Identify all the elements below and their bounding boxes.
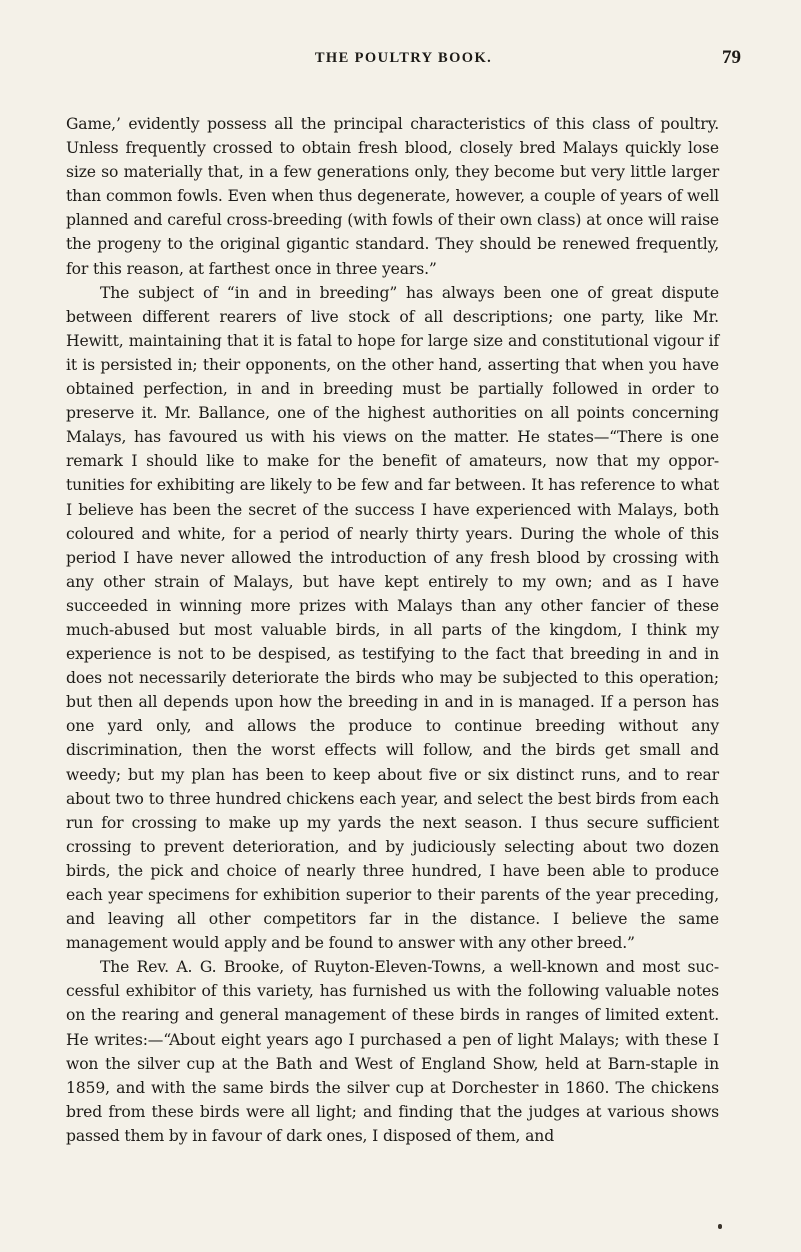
page-number: 79	[722, 47, 741, 68]
running-head	[66, 47, 741, 74]
paragraph: The subject of “in and in breeding” has always been one of great dispute between different rearers of live stock of all descriptions; one party, like Mr. Hewitt, maintaining that it is fatal to hope for large size and constitutional vigour if it is persisted in; their opponents, on the other hand, asserting that when you have obtained perfection, in and in breeding must be partially followed in order to preserve it. Mr. Ballance, one of the highest authorities on all points concerning Malays, has favoured us with his views on the matter. He states—“There is one remark I should like to make for the benefit of amateurs, now that my oppor-tunities for exhibiting are likely to be few and far between. It has reference to what I believe has been the secret of the success I have experienced with Malays, both coloured and white, for a period of nearly thirty years. During the whole of this period I have never allowed the introduction of any fresh blood by crossing with any other strain of Malays, but have kept entirely to my own; and as I have succeeded in winning more prizes with Malays than any other fancier of these much-abused but most valuable birds, in all parts of the kingdom, I think my experience is not to be despised, as testifying to the fact that breeding in and in does not necessarily deteriorate the birds who may be subjected to this operation; but then all depends upon how the breeding in and in is managed. If a person has one yard only, and allows the produce to continue breeding without any discrimination, then the worst effects will follow, and the birds get small and weedy; but my plan has been to keep about five or six distinct runs, and to rear about two to three hundred chickens each year, and select the best birds from each run for crossing to make up my yards the next season. I thus secure sufficient crossing to prevent deterioration, and by judiciously selecting about two dozen birds, the pick and choice of nearly three hundred, I have been able to produce each year specimens for exhibition superior to their parents of the year preceding, and leaving all other competitors far in the distance. I believe the same management would apply and be found to answer with any other breed.”	[66, 283, 719, 953]
paragraph: The Rev. A. G. Brooke, of Ruyton-Eleven-Towns, a well-known and most suc-cessful exhibitor of this variety, has furnished us with the following valuable notes on the rearing and general management of these birds in ranges of limited extent. He writes:—“About eight years ago I purchased a pen of light Malays; with these I won the silver cup at the Bath and West of England Show, held at Barn-staple in 1859, and with the same birds the silver cup at Dorchester in 1860. The chickens bred from these birds were all light; and finding that the judges at various shows passed them by in favour of dark ones, I disposed of them, and	[66, 958, 719, 1145]
body-text	[66, 112, 719, 1148]
paragraph: Game,’ evidently possess all the principal characteristics of this class of poultry. Unless frequently crossed to obtain fresh blood, closely bred Malays quickly lose size so materially that, in a few generations only, they become but very little larger than common fowls. Even when thus degenerate, however, a couple of years of well planned and careful cross-breeding (with fowls of their own class) at once will raise the progeny to the original gigantic standard. They should be renewed frequently, for this reason, at farthest once in three years.”	[66, 115, 719, 278]
ink-speck	[718, 1224, 722, 1229]
running-title: THE POULTRY BOOK.	[314, 50, 493, 66]
